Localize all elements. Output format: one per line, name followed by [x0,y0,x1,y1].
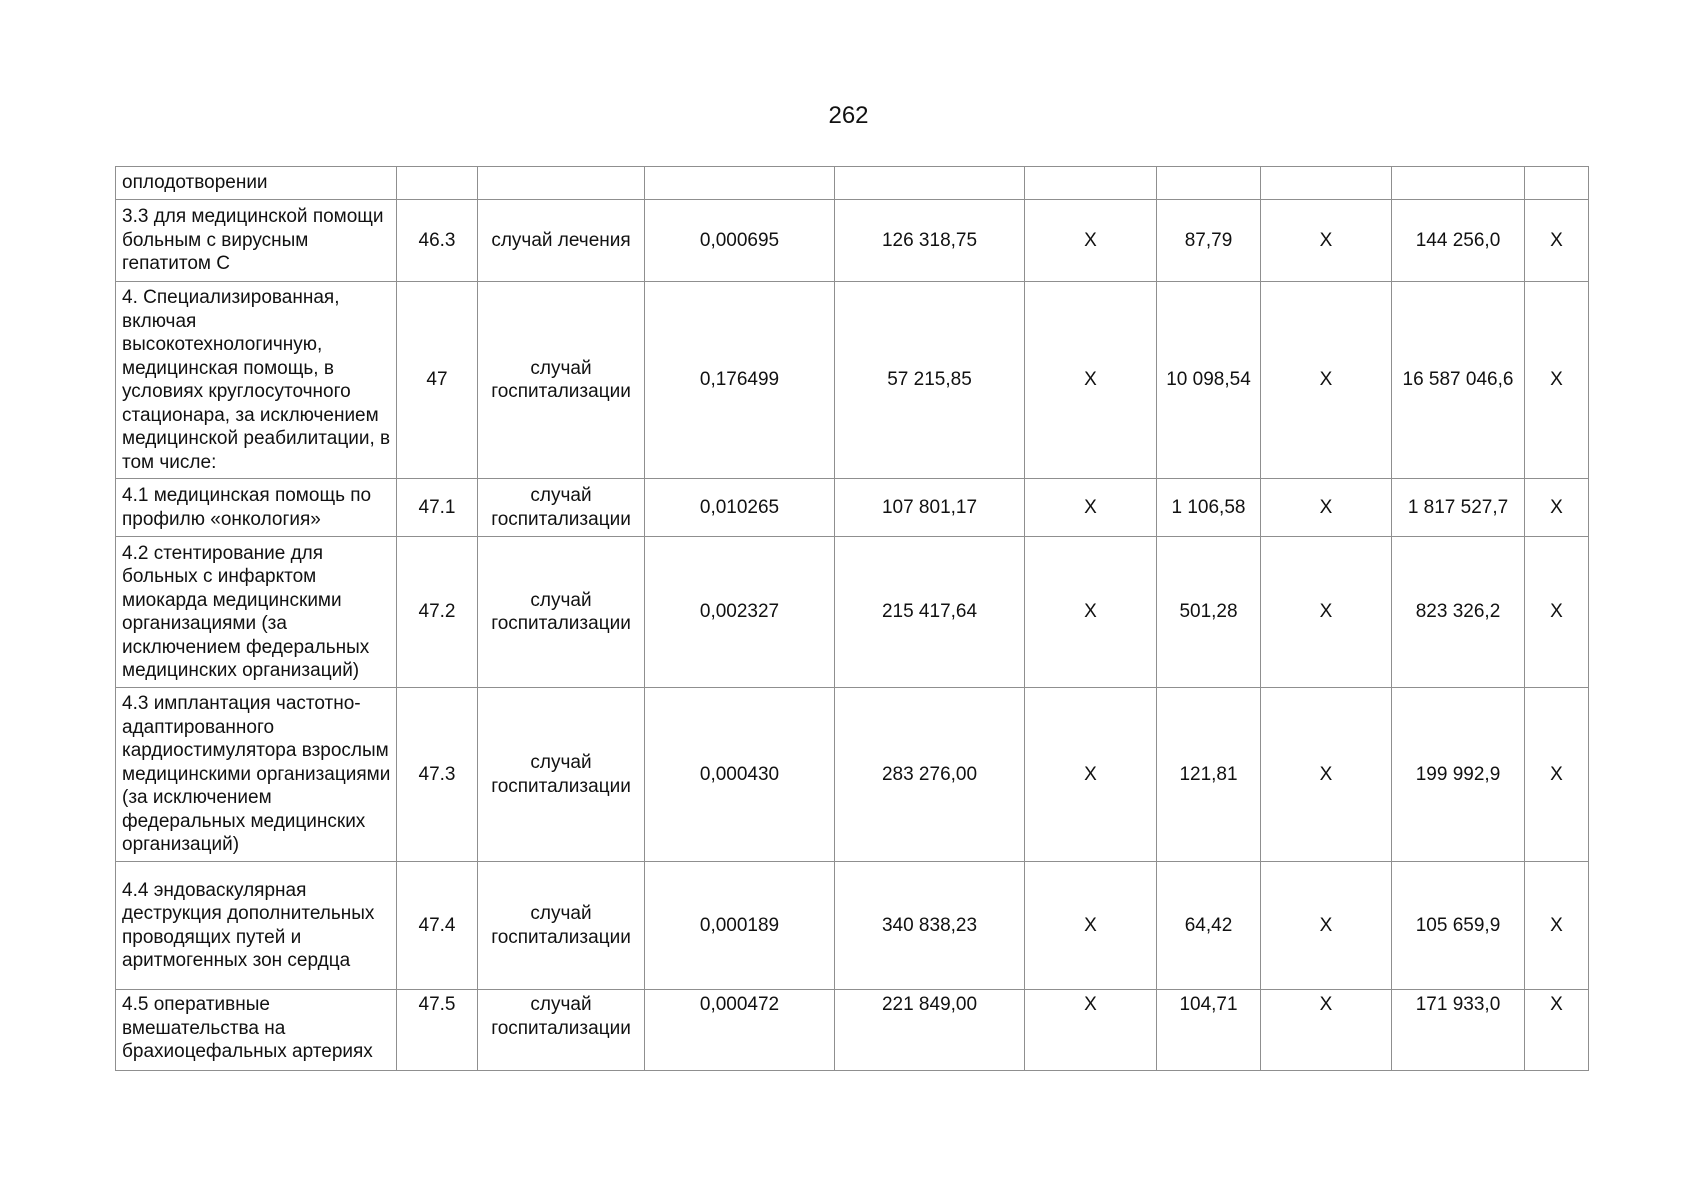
medical-care-volume-table [115,166,1589,1071]
x-cell: X [1525,688,1589,862]
x-cell: X [1261,200,1392,282]
row-number-cell [397,167,478,200]
row-number-cell: 47.4 [397,862,478,990]
per-capita-cell [1157,167,1261,200]
total-cell: 16 587 046,6 [1392,282,1525,479]
x-cell: X [1025,990,1157,1071]
total-cell: 1 817 527,7 [1392,479,1525,537]
unit-cell: случай госпитализации [478,479,645,537]
cost-cell: 221 849,00 [835,990,1025,1071]
cost-cell: 57 215,85 [835,282,1025,479]
norm-cell: 0,010265 [645,479,835,537]
x-cell: X [1261,282,1392,479]
norm-cell: 0,176499 [645,282,835,479]
x-cell: X [1525,200,1589,282]
table-row [116,688,1589,862]
table-row [116,537,1589,688]
row-name-cell: оплодотворении [116,167,397,200]
unit-cell: случай госпитализации [478,688,645,862]
per-capita-cell: 104,71 [1157,990,1261,1071]
total-cell: 144 256,0 [1392,200,1525,282]
x-cell: X [1025,688,1157,862]
per-capita-cell: 10 098,54 [1157,282,1261,479]
row-number-cell: 47.1 [397,479,478,537]
table-row [116,479,1589,537]
row-name-cell: 4. Специализированная, включая высокотехнологичную, медицинская помощь, в условиях круглосуточного стационара, за исключением медицинской реабилитации, в том числе: [116,282,397,479]
x-cell [1261,167,1392,200]
x-cell: X [1025,537,1157,688]
total-cell [1392,167,1525,200]
cost-cell: 126 318,75 [835,200,1025,282]
norm-cell: 0,000472 [645,990,835,1071]
x-cell: X [1525,990,1589,1071]
x-cell: X [1261,862,1392,990]
cost-cell: 107 801,17 [835,479,1025,537]
x-cell: X [1525,862,1589,990]
unit-cell: случай госпитализации [478,990,645,1071]
total-cell: 171 933,0 [1392,990,1525,1071]
unit-cell: случай госпитализации [478,862,645,990]
unit-cell: случай лечения [478,200,645,282]
row-number-cell: 47.5 [397,990,478,1071]
per-capita-cell: 121,81 [1157,688,1261,862]
x-cell: X [1261,537,1392,688]
unit-cell [478,167,645,200]
x-cell: X [1025,862,1157,990]
per-capita-cell: 87,79 [1157,200,1261,282]
row-number-cell: 46.3 [397,200,478,282]
table-row [116,990,1589,1071]
per-capita-cell: 64,42 [1157,862,1261,990]
norm-cell [645,167,835,200]
unit-cell: случай госпитализации [478,282,645,479]
per-capita-cell: 1 106,58 [1157,479,1261,537]
row-name-cell: 4.5 оперативные вмешательства на брахиоцефальных артериях [116,990,397,1071]
x-cell: X [1261,479,1392,537]
x-cell: X [1525,537,1589,688]
row-number-cell: 47.3 [397,688,478,862]
norm-cell: 0,000189 [645,862,835,990]
cost-cell: 283 276,00 [835,688,1025,862]
norm-cell: 0,000430 [645,688,835,862]
table-row [116,167,1589,200]
x-cell: X [1025,200,1157,282]
row-name-cell: 4.3 имплантация частотно-адаптированного кардиостимулятора взрослым медицинскими организациями (за исключением федеральных медицинских организаций) [116,688,397,862]
table-row [116,862,1589,990]
x-cell: X [1025,282,1157,479]
cost-cell [835,167,1025,200]
per-capita-cell: 501,28 [1157,537,1261,688]
row-name-cell: 4.2 стентирование для больных с инфарктом миокарда медицинскими организациями (за исключением федеральных медицинских организаций) [116,537,397,688]
page-number: 262 [828,102,869,129]
unit-cell: случай госпитализации [478,537,645,688]
table-row [116,282,1589,479]
norm-cell: 0,002327 [645,537,835,688]
row-number-cell: 47 [397,282,478,479]
row-name-cell: 4.4 эндоваскулярная деструкция дополнительных проводящих путей и аритмогенных зон сердца [116,862,397,990]
x-cell: X [1261,688,1392,862]
x-cell [1525,167,1589,200]
cost-cell: 340 838,23 [835,862,1025,990]
x-cell: X [1261,990,1392,1071]
row-number-cell: 47.2 [397,537,478,688]
table-row [116,200,1589,282]
total-cell: 823 326,2 [1392,537,1525,688]
total-cell: 105 659,9 [1392,862,1525,990]
total-cell: 199 992,9 [1392,688,1525,862]
cost-cell: 215 417,64 [835,537,1025,688]
x-cell: X [1525,479,1589,537]
x-cell: X [1025,479,1157,537]
x-cell [1025,167,1157,200]
row-name-cell: 3.3 для медицинской помощи больным с вирусным гепатитом С [116,200,397,282]
x-cell: X [1525,282,1589,479]
norm-cell: 0,000695 [645,200,835,282]
row-name-cell: 4.1 медицинская помощь по профилю «онкология» [116,479,397,537]
